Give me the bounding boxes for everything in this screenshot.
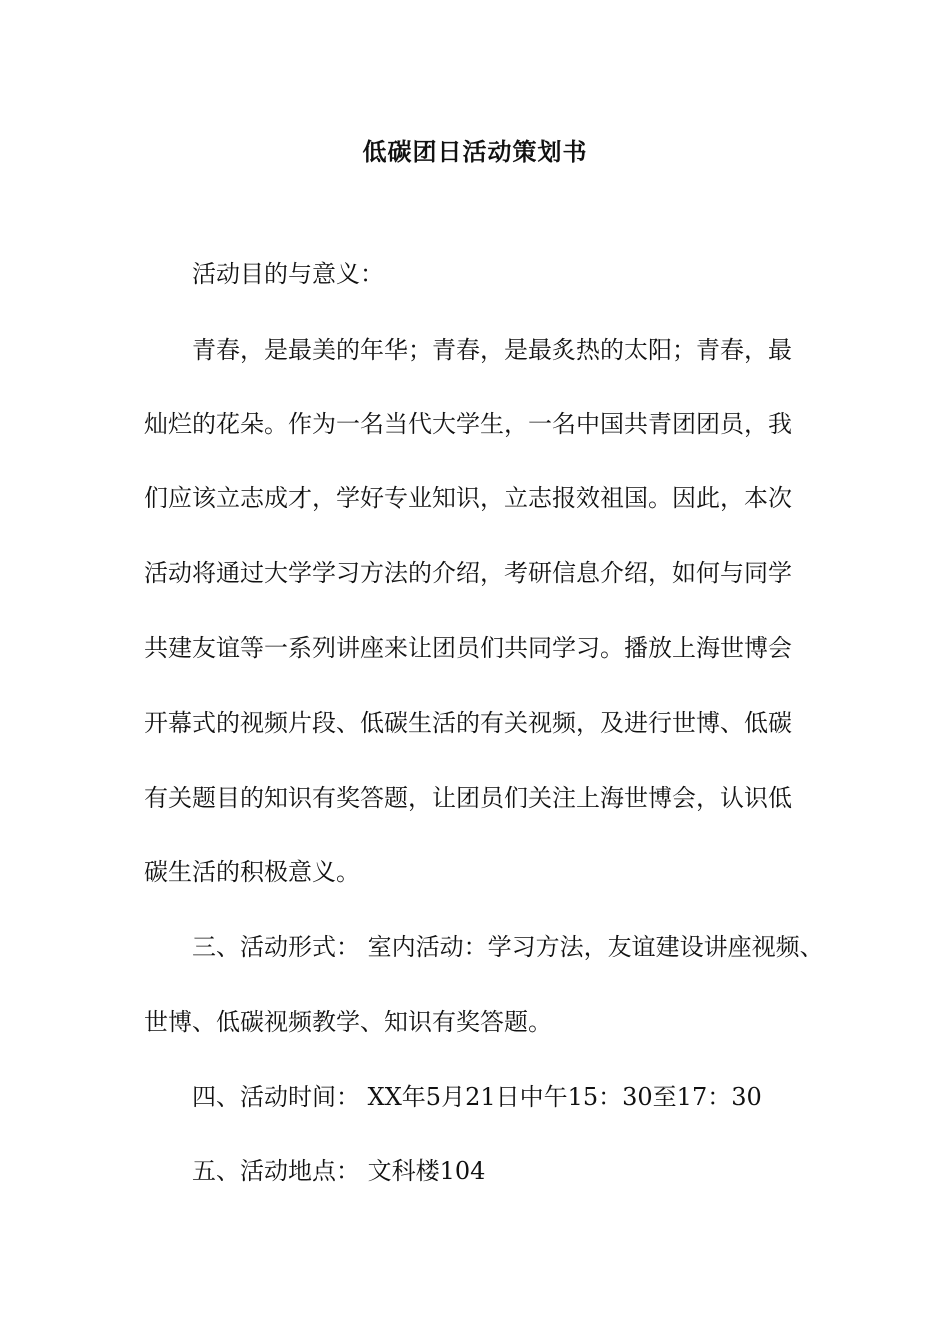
- form-line: 世博、低碳视频教学、知识有奖答题。: [144, 1008, 552, 1036]
- purpose-line: 青春，是最美的年华；青春，是最炙热的太阳；青春，最: [192, 336, 792, 364]
- purpose-line: 共建友谊等一系列讲座来让团员们共同学习。播放上海世博会: [144, 634, 792, 662]
- document-title: 低碳团日活动策划书: [362, 137, 588, 166]
- time-line: 四、活动时间： XX年5月21日中午15：30至17：30: [192, 1083, 762, 1111]
- purpose-line: 活动将通过大学学习方法的介绍，考研信息介绍，如何与同学: [144, 559, 792, 587]
- purpose-line: 们应该立志成才，学好专业知识，立志报效祖国。因此，本次: [144, 484, 792, 512]
- purpose-line: 碳生活的积极意义。: [144, 858, 360, 886]
- purpose-line: 灿烂的花朵。作为一名当代大学生，一名中国共青团团员，我: [144, 410, 792, 438]
- place-line: 五、活动地点： 文科楼104: [192, 1157, 486, 1185]
- purpose-line: 开幕式的视频片段、低碳生活的有关视频，及进行世博、低碳: [144, 709, 792, 737]
- purpose-line: 有关题目的知识有奖答题，让团员们关注上海世博会，认识低: [144, 784, 792, 812]
- form-line: 三、活动形式： 室内活动：学习方法，友谊建设讲座视频、: [192, 933, 824, 961]
- purpose-heading: 活动目的与意义：: [192, 260, 384, 288]
